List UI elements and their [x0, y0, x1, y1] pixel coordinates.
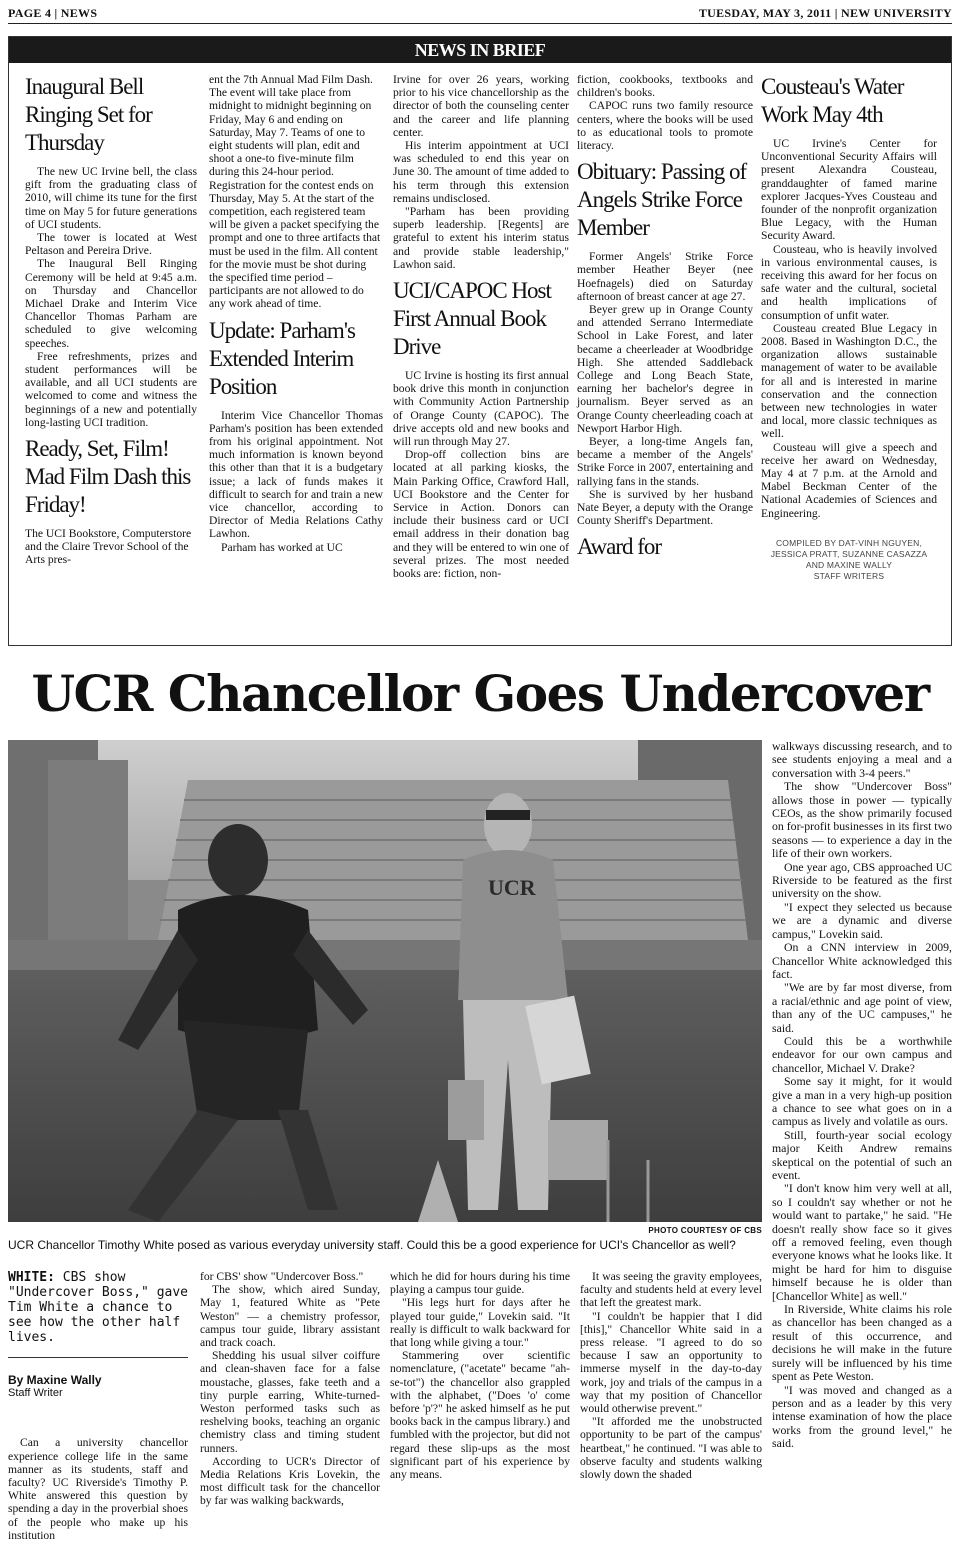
- article-paragraph: Could this be a worthwhile endeavor for our own campus and chancellor, Michael V. Drake?: [772, 1033, 952, 1075]
- bell-paragraph: The new UC Irvine bell, the class gift from the graduating class of 2010, will chime its tune for the first time on May 5 for future generations of UCI students.: [25, 165, 197, 231]
- photo-caption: UCR Chancellor Timothy White posed as various everyday university staff. Could this be a good experience for UCI's Chancellor as well?: [8, 1238, 736, 1252]
- news-in-brief-columns: [9, 73, 951, 645]
- article-paragraph: One year ago, CBS approached UC Riverside to be featured as the first university on the show.: [772, 859, 952, 901]
- cousteau-paragraph: Cousteau created Blue Legacy in 2008. Based in Washington D.C., the organization allows sustainable management of water to be available for all and is interested in marine conservation and the connection between new technologies in water and local, more classic techniques as well.: [761, 321, 937, 441]
- parham-paragraph: Irvine for over 26 years, working prior to his vice chancellorship as the director of both the counseling center and the career and life planning center.: [393, 73, 569, 139]
- article-paragraph: It was seeing the gravity employees, faculty and students held at every level that left the greatest mark.: [580, 1270, 762, 1310]
- pull-quote-text: CBS show "Undercover Boss," gave Tim White a chance to see how the other half lives.: [8, 1270, 189, 1345]
- article-paragraph: "I don't know him very well at all, so I couldn't say whether or not he would want to partake," he said. "He doesn't really show face so it gives off a removed feeling, even though everyone knows what he looks like. It might be hard for him to disguise himself because he is older than [Chancellor White] as well.": [772, 1181, 952, 1303]
- page-section-label: PAGE 4 | NEWS: [8, 6, 98, 20]
- brief-column-5: [761, 73, 937, 645]
- pull-quote: [8, 1270, 188, 1358]
- parham-paragraph: "Parham has been providing superb leadership. [Regents] are grateful to extent his interim status and provide stable leadership," Lawhon said.: [393, 205, 569, 271]
- parham-paragraph: His interim appointment at UCI was scheduled to end this year on June 30. The amount of time added to his term through this extension remains undisclosed.: [393, 139, 569, 205]
- article-paragraph: for CBS' show "Undercover Boss.": [200, 1270, 364, 1283]
- article-paragraph: walkways discussing research, and to see students enjoying a meal and a conversation with 3-4 peers.": [772, 739, 952, 780]
- bell-paragraph: The Inaugural Bell Ringing Ceremony will be held at 9:45 a.m. on Thursday and Chancellor Michael Drake and Interim Vice Chancellor Thomas Parham are scheduled to give welcoming speeches.: [25, 257, 197, 350]
- article-paragraph: "I couldn't be happier that I did [this]," Chancellor White said in a press release. "I agreed to do so because I saw an opportunity to immerse myself in the day-to-day work, joy and trials of the campus in a way that my position of Chancellor would otherwise prevent.": [580, 1309, 762, 1416]
- brief-compiled-credit: [761, 538, 937, 582]
- cousteau-paragraph: UC Irvine's Center for Unconventional Security Affairs will present Alexandra Cousteau, granddaughter of famed marine explorer Jacques-Yves Cousteau and founder of the nonprofit organization Blue Legacy, with the Human Security Award.: [761, 137, 937, 243]
- bell-paragraph: The tower is located at West Peltason and Pereira Drive.: [25, 231, 197, 258]
- article-paragraph: In Riverside, White claims his role as chancellor has been changed as a result of this occurrence, and decisions he will make in the future surely will be influenced by his time spent as Pete Weston.: [772, 1302, 952, 1384]
- brief-column-2: [209, 73, 383, 645]
- parham-paragraph: Interim Vice Chancellor Thomas Parham's position has been extended from his original appointment. Not much information is known beyond this other than that it is a budgetary issue; a lack of funds makes it difficult to search for and train a new vice chancellor, according to Director of Media Relations Cathy Lawhon.: [209, 408, 383, 541]
- cousteau-paragraph: Cousteau, who is heavily involved in various environmental causes, is receiving this award for her focus on safe water and the cultural, societal and health implications of consumption of unfit water.: [761, 242, 937, 322]
- article-paragraph: Can a university chancellor experience college life in the same manner as its students, staff and faculty? UC Riverside's Timothy P. White answered this question by spending a day in the proverbial shoes of the people who make up his institution: [8, 1436, 188, 1542]
- main-headline: UCR Chancellor Goes Undercover: [31, 664, 929, 723]
- award-headline-start: Award for: [577, 534, 662, 560]
- article-paragraph: On a CNN interview in 2009, Chancellor White acknowledged this fact.: [772, 940, 952, 981]
- book-drive-headline: UCI/CAPOC Host First Annual Book Drive: [393, 278, 551, 360]
- brief-compiled-names: COMPILED BY DAT-VINH NGUYEN, JESSICA PRATT, SUZANNE CASAZZA AND MAXINE WALLY: [770, 537, 928, 570]
- article-column-2: [200, 1270, 380, 1528]
- page-header: [8, 4, 952, 24]
- cousteau-headline: Cousteau's Water Work May 4th: [761, 74, 904, 127]
- article-column-4: [580, 1270, 762, 1528]
- news-in-brief-box: [8, 36, 952, 646]
- article-paragraph: Shedding his usual silver coiffure and clean-shaven face for a false moustache, glasses, fake teeth and a tiny purple earring, White-turned-Weston performed tasks such as reshelving books, teaching an organic chemistry class and timing student runners.: [200, 1349, 380, 1455]
- parham-paragraph: Parham has worked at UC: [221, 540, 343, 554]
- article-paragraph: which he did for hours during his time playing a campus tour guide.: [390, 1270, 570, 1297]
- obituary-headline: Obituary: Passing of Angels Strike Force Member: [577, 159, 747, 241]
- article-paragraph: Some say it might, for it would give a man in a very high-up position a chance to see what goes on in a campus as lively and volatile as ours.: [772, 1074, 952, 1129]
- article-paragraph: Still, fourth-year social ecology major Keith Andrew remains skeptical on the potential of such an event.: [772, 1127, 952, 1182]
- parham-headline: Update: Parham's Extended Interim Position: [209, 317, 355, 399]
- film-headline: Ready, Set, Film! Mad Film Dash this Friday!: [25, 436, 191, 518]
- pull-quote-label: WHITE:: [8, 1270, 55, 1285]
- issue-date-label: TUESDAY, MAY 3, 2011 | NEW UNIVERSITY: [698, 6, 952, 20]
- bell-headline: Inaugural Bell Ringing Set for Thursday: [25, 74, 152, 155]
- brief-column-4: [577, 73, 753, 645]
- cousteau-paragraph: Cousteau will give a speech and receive her award on Wednesday, May 4 at 7 p.m. at the Arnold and Mabel Beckman Center of the National Academies of Sciences and Engineering.: [761, 440, 937, 520]
- film-paragraph: ent the 7th Annual Mad Film Dash. The event will take place from midnight to midnight beginning on Friday, May 6 and ending on Saturday, May 7. Teams of one to eight students will plan, edit and shoot a one-to five-minute film during this 24-hour period. Registration for the contest ends on Thursday, May 5. At the start of the competition, each registered team will be given a packet specifying the prompt and one to three artifacts that must be used in the film. All content for the movie must be shot during the specified time period – participants are not allowed to do any work ahead of time.: [209, 73, 381, 311]
- article-column-1: [8, 1270, 189, 1542]
- book-drive-paragraph: UC Irvine is hosting its first annual book drive this month in conjunction with Community Action Partnership of Orange County (CAPOC). The drive accepts old and new books and will run through May 27.: [393, 369, 569, 449]
- article-paragraph: The show "Undercover Boss" allows those in power — typically CEOs, as the show primarily focused on for-profit businesses in its first two seasons — to experience a day in the life of their own workers.: [772, 779, 952, 861]
- book-drive-paragraph: CAPOC runs two family resource centers, where the books will be used to as educational tools to promote literacy.: [577, 99, 753, 153]
- book-drive-paragraph: fiction, cookbooks, textbooks and children's books.: [577, 73, 753, 100]
- obituary-paragraph: She is survived by her husband Nate Beyer, a deputy with the Orange County Sheriff's Department.: [577, 487, 753, 528]
- bell-paragraph: Free refreshments, prizes and student performances will be available, and all UCI students are welcomed to come and witness the beginnings of a new and potentially long-lasting UCI tradition.: [25, 349, 197, 429]
- main-photo: [8, 740, 762, 1222]
- article-paragraph: "It afforded me the unobstructed opportunity to be part of the campus' heartbeat," he continued. "I was able to observe faculty and students walking slowly down the shaded: [580, 1415, 763, 1482]
- article-paragraph: "His legs hurt for days after he played tour guide," Lovekin said. "It really is difficult to walk backward for that long while giving a tour.": [390, 1296, 570, 1350]
- track-photo-illustration: [8, 740, 762, 1222]
- obituary-paragraph: Former Angels' Strike Force member Heather Beyer (nee Hoefnagels) died on Saturday afternoon of breast cancer at age 27.: [577, 250, 753, 303]
- article-right-column: [772, 740, 952, 1520]
- article-paragraph: Stammering over scientific nomenclature, ("acetate" became "ah-se-tot") the chancellor also grappled with the alphabet, ("Does 'o' come before 'p'?" he asked himself as he put books back in the campus library.) and fumbled with the projector, but did not regard these slip-ups as the most significant part of his experience by any means.: [390, 1349, 570, 1482]
- byline: By Maxine Wally: [8, 1373, 102, 1387]
- obituary-paragraph: Beyer, a long-time Angels fan, became a member of the Angels' Strike Force in 2007, entertaining and rallying fans in the stands.: [577, 435, 753, 488]
- film-paragraph: The UCI Bookstore, Computerstore and the Claire Trevor School of the Arts pres-: [25, 527, 192, 567]
- article-paragraph: "We are by far most diverse, from a racial/ethnic and age point of view, than any of the UC campuses," he said.: [772, 980, 952, 1035]
- brief-column-3: [393, 73, 569, 645]
- article-paragraph: "I expect they selected us because we are a dynamic and diverse campus," Lovekin said.: [772, 899, 952, 941]
- photo-credit: PHOTO COURTESY OF CBS: [648, 1226, 762, 1235]
- shirt-text: UCR: [488, 875, 536, 900]
- book-drive-paragraph: Drop-off collection bins are located at all parking kiosks, the Main Parking Office, Crawford Hall, UCI Bookstore and the Center for Service in Action. Donors can include their business card or UCI email address in their donation bag and they will be entered to win one of several prizes. The most needed books are: fiction, non-: [393, 448, 569, 581]
- obituary-paragraph: Beyer grew up in Orange County and attended Serrano Intermediate School in Lake Forest, and later became a cheerleader at Woodbridge High. She attended Saddleback College and Long Beach State, earning her bachelor's degree in journalism. Beyer served as an Orange County cheerleading coach at Newport Harbor High.: [577, 303, 753, 435]
- article-paragraph: "I was moved and changed as a person and as a leader by this very intense examination of how the place works from the ground level," he said.: [772, 1382, 952, 1451]
- brief-compiled-role: STAFF WRITERS: [813, 570, 885, 581]
- article-paragraph: According to UCR's Director of Media Relations Kris Lovekin, the most difficult task for the chancellor by far was walking backwards,: [200, 1454, 380, 1508]
- byline-title: Staff Writer: [8, 1387, 63, 1400]
- news-in-brief-banner: NEWS IN BRIEF: [9, 37, 951, 63]
- article-paragraph: The show, which aired Sunday, May 1, featured White as "Pete Weston" — a chemistry professor, campus tour guide, library assistant and track coach.: [200, 1283, 380, 1350]
- article-column-3: [390, 1270, 570, 1528]
- brief-column-1: [25, 73, 197, 645]
